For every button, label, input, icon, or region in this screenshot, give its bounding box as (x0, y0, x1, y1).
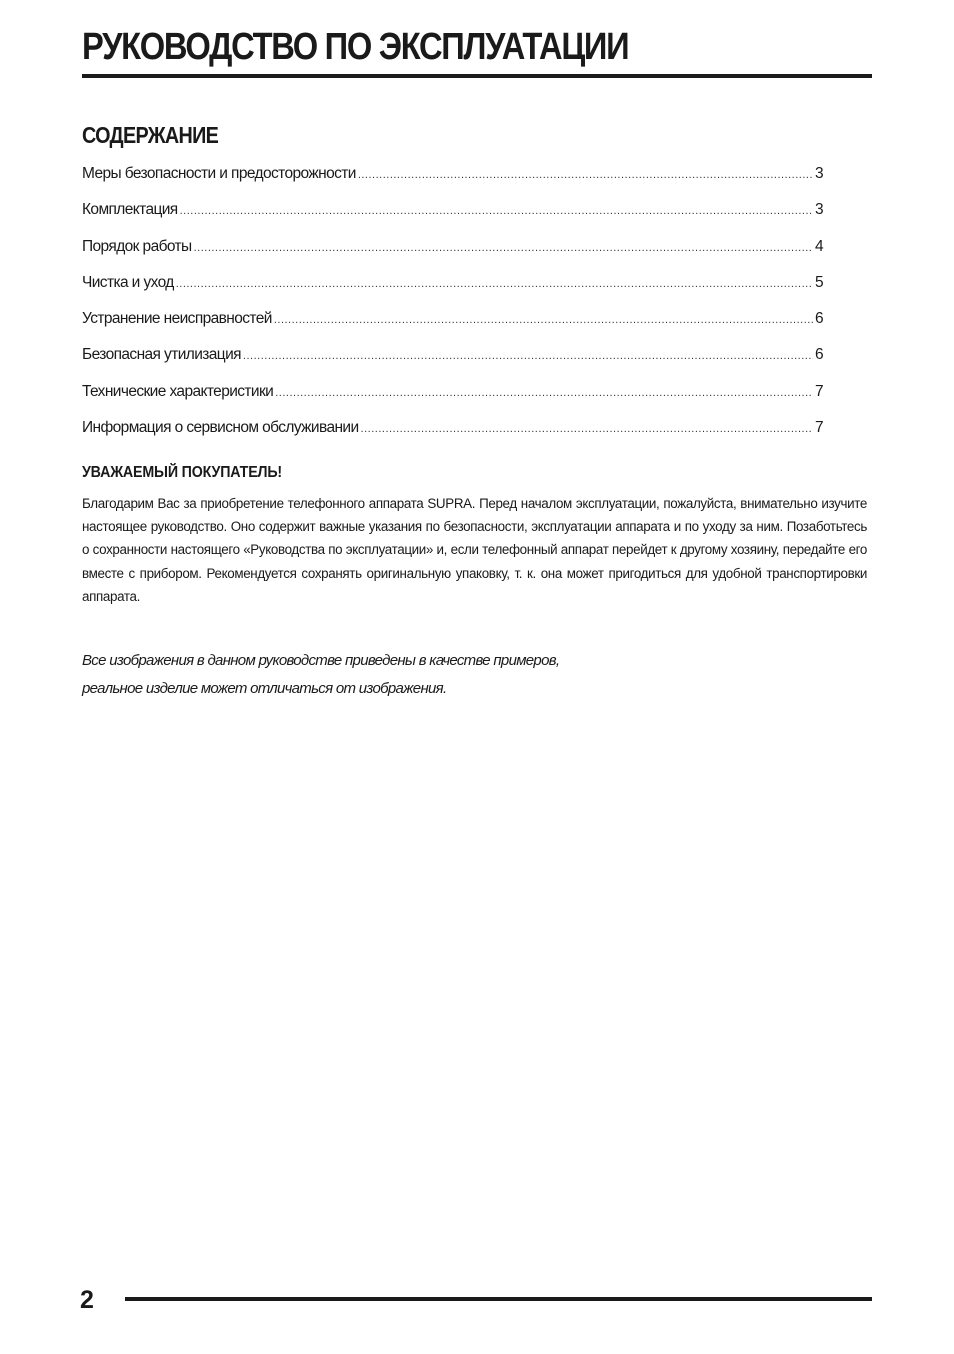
disclaimer-line-2: реальное изделие может отличаться от изображения. (82, 680, 447, 697)
toc-leader-dots (180, 200, 813, 222)
toc-item[interactable] (82, 344, 823, 380)
footer-divider (125, 1297, 872, 1301)
toc-item[interactable] (82, 199, 823, 235)
toc-item-label: Порядок работы (82, 237, 192, 255)
toc-item-page: 3 (814, 165, 823, 182)
toc-item[interactable] (82, 272, 823, 308)
toc-leader-dots (361, 418, 813, 440)
intro-paragraph: Благодарим Вас за приобретение телефонного аппарата SUPRA. Перед началом эксплуатации, пожалуйста, внимательно изучите настоящее руководство. Оно содержит важные указания по безопасности, эксплуатации аппарата и по уходу за ним. Позаботьтесь о сохранности настоящего «Руководства по эксплуатации» и, если телефонный аппарат перейдет к другому хозяину, передайте его вместе с прибором. Рекомендуется сохранять оригинальную упаковку, т. к. она может пригодиться для удобной транспортировки аппарата. (82, 496, 867, 604)
toc-heading: СОДЕРЖАНИЕ (82, 122, 219, 148)
toc-item-page: 5 (814, 273, 823, 291)
toc-leader-dots (194, 237, 813, 259)
toc-item[interactable] (82, 381, 823, 417)
page-number: 2 (80, 1286, 94, 1314)
toc-item[interactable] (82, 308, 823, 344)
toc-leader-dots (243, 345, 813, 367)
toc-item-page: 7 (814, 382, 823, 400)
toc-item[interactable] (82, 417, 823, 453)
toc-leader-dots (176, 273, 813, 295)
toc-item-label: Комплектация (82, 201, 178, 219)
toc-item-page: 4 (814, 237, 823, 255)
toc-leader-dots (358, 164, 813, 186)
title-divider (82, 74, 872, 78)
toc-item-page: 6 (814, 310, 823, 328)
toc-leader-dots (274, 309, 813, 331)
toc-item-label: Чистка и уход (82, 273, 174, 291)
page-title: РУКОВОДСТВО ПО ЭКСПЛУАТАЦИИ (82, 26, 629, 68)
toc-item-page: 6 (814, 346, 823, 364)
toc-item-page: 3 (814, 201, 823, 219)
toc-item-label: Меры безопасности и предосторожности (82, 165, 356, 182)
disclaimer-note (82, 647, 722, 703)
toc-item[interactable] (82, 236, 823, 272)
toc-item-label: Устранение неисправностей (82, 310, 272, 328)
toc-leader-dots (275, 382, 813, 404)
toc-item[interactable] (82, 163, 823, 199)
toc-item-label: Безопасная утилизация (82, 346, 241, 364)
section-heading-dear-customer: УВАЖАЕМЫЙ ПОКУПАТЕЛЬ! (82, 464, 282, 481)
toc-item-label: Технические характеристики (82, 382, 274, 400)
toc-item-page: 7 (814, 419, 823, 437)
disclaimer-line-1: Все изображения в данном руководстве приведены в качестве примеров, (82, 652, 560, 669)
table-of-contents (82, 163, 823, 453)
toc-item-label: Информация о сервисном обслуживании (82, 419, 359, 437)
